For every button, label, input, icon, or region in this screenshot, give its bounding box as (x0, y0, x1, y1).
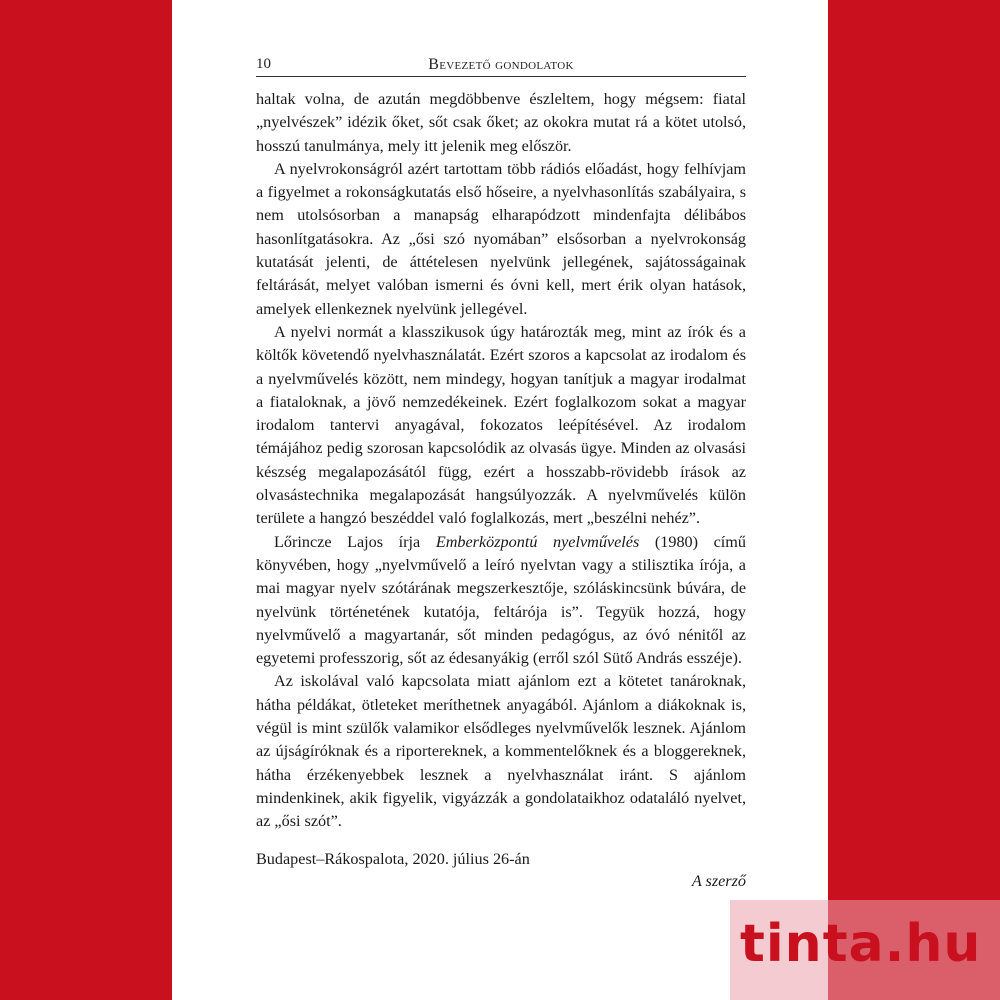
book-title-italic: Emberközpontú nyelvművelés (435, 532, 640, 551)
watermark-badge (730, 900, 1000, 1000)
page-number: 10 (256, 56, 271, 72)
paragraph (256, 158, 746, 321)
paragraph-text: Lőrincze Lajos írja (274, 532, 436, 551)
paragraph-text: (1980) című könyvében, hogy „nyelvművelő a leíró nyelvtan vagy a stilisztika írója, a mai magyar nyelv szótárának megszerkesztője, szóláskincsünk búvára, de nyelvünk történetének kutatója, feltárója is”. Tegyük hozzá, hogy nyelvművelő a magyartanár, sőt minden pedagógus, az óvó nénitől az egyetemi professzorig, sőt az édesanyákig (erről szól Sütő András esszéje). (256, 532, 746, 668)
author-signature: A szerző (691, 872, 746, 890)
body-text (256, 88, 746, 834)
book-page (172, 0, 828, 1000)
paragraph (256, 88, 746, 158)
dateline: Budapest–Rákospalota, 2020. július 26-án (256, 850, 530, 868)
paragraph (256, 531, 746, 671)
paragraph-text: A nyelvrokonságról azért tartottam több rádiós előadást, hogy felhívjam a figyelmet a rokonságkutatás első hőseire, a nyelvhasonlítás szabályaira, s nem utolsósorban a manapság elharapódzott mindenfajta délibábos hasonlítgatásokra. Az „ősi szó nyomában” elsősorban a nyelvrokonság kutatását jelenti, de áttételesen nyelvünk jellegének, sajátosságainak feltárását, melyet valóban ismerni és óvni kell, mert érik olyan hatások, amelyek ellenkeznek nyelvünk jellegével. (256, 159, 746, 318)
paragraph (256, 670, 746, 833)
running-header (256, 54, 746, 77)
paragraph (256, 321, 746, 531)
paragraph-text: Az iskolával való kapcsolata miatt ajánlom ezt a kötetet tanároknak, hátha példákat, ötleteket meríthetnek anyagából. Ajánlom a diákoknak is, végül is mint szülők valamikor elsődleges nyelvművelők lesznek. Ajánlom az újságíróknak és a riportereknek, a kommentelőknek és a bloggereknek, hátha érzékenyebbek lesznek a nyelvhasználat iránt. S ajánlom mindenkinek, akik figyelik, vigyázzák a gondolataikhoz odataláló nyelvet, az „ősi szót”. (256, 672, 746, 831)
running-title: Bevezető gondolatok (428, 56, 574, 73)
watermark-text: tinta.hu (740, 914, 982, 974)
paragraph-text: haltak volna, de azután megdöbbenve észleltem, hogy mégsem: fiatal „nyelvészek” idézik őket, sőt csak őket; az okokra mutat rá a kötet utolsó, hosszú tanulmánya, mely itt jelenik meg először. (256, 90, 746, 155)
paragraph-text: A nyelvi normát a klasszikusok úgy határozták meg, mint az írók és a költők követendő nyelvhasználatát. Ezért szoros a kapcsolat az irodalom és a nyelvművelés között, nem mindegy, hogyan tanítjuk a magyar irodalmat a fiataloknak, a jövő nemzedékeinek. Ezért foglalkozom sokat a magyar irodalom tantervi anyagával, fokozatos leépítésével. Az irodalom témájához pedig szorosan kapcsolódik az olvasás ügye. Minden az olvasási készség megalapozásától függ, ezért a hosszabb-rövidebb írások az olvasástechnika megalapozását hangsúlyozzák. A nyelvművelés külön területe a hangzó beszéddel való foglalkozás, mert „beszélni nehéz”. (256, 322, 746, 528)
